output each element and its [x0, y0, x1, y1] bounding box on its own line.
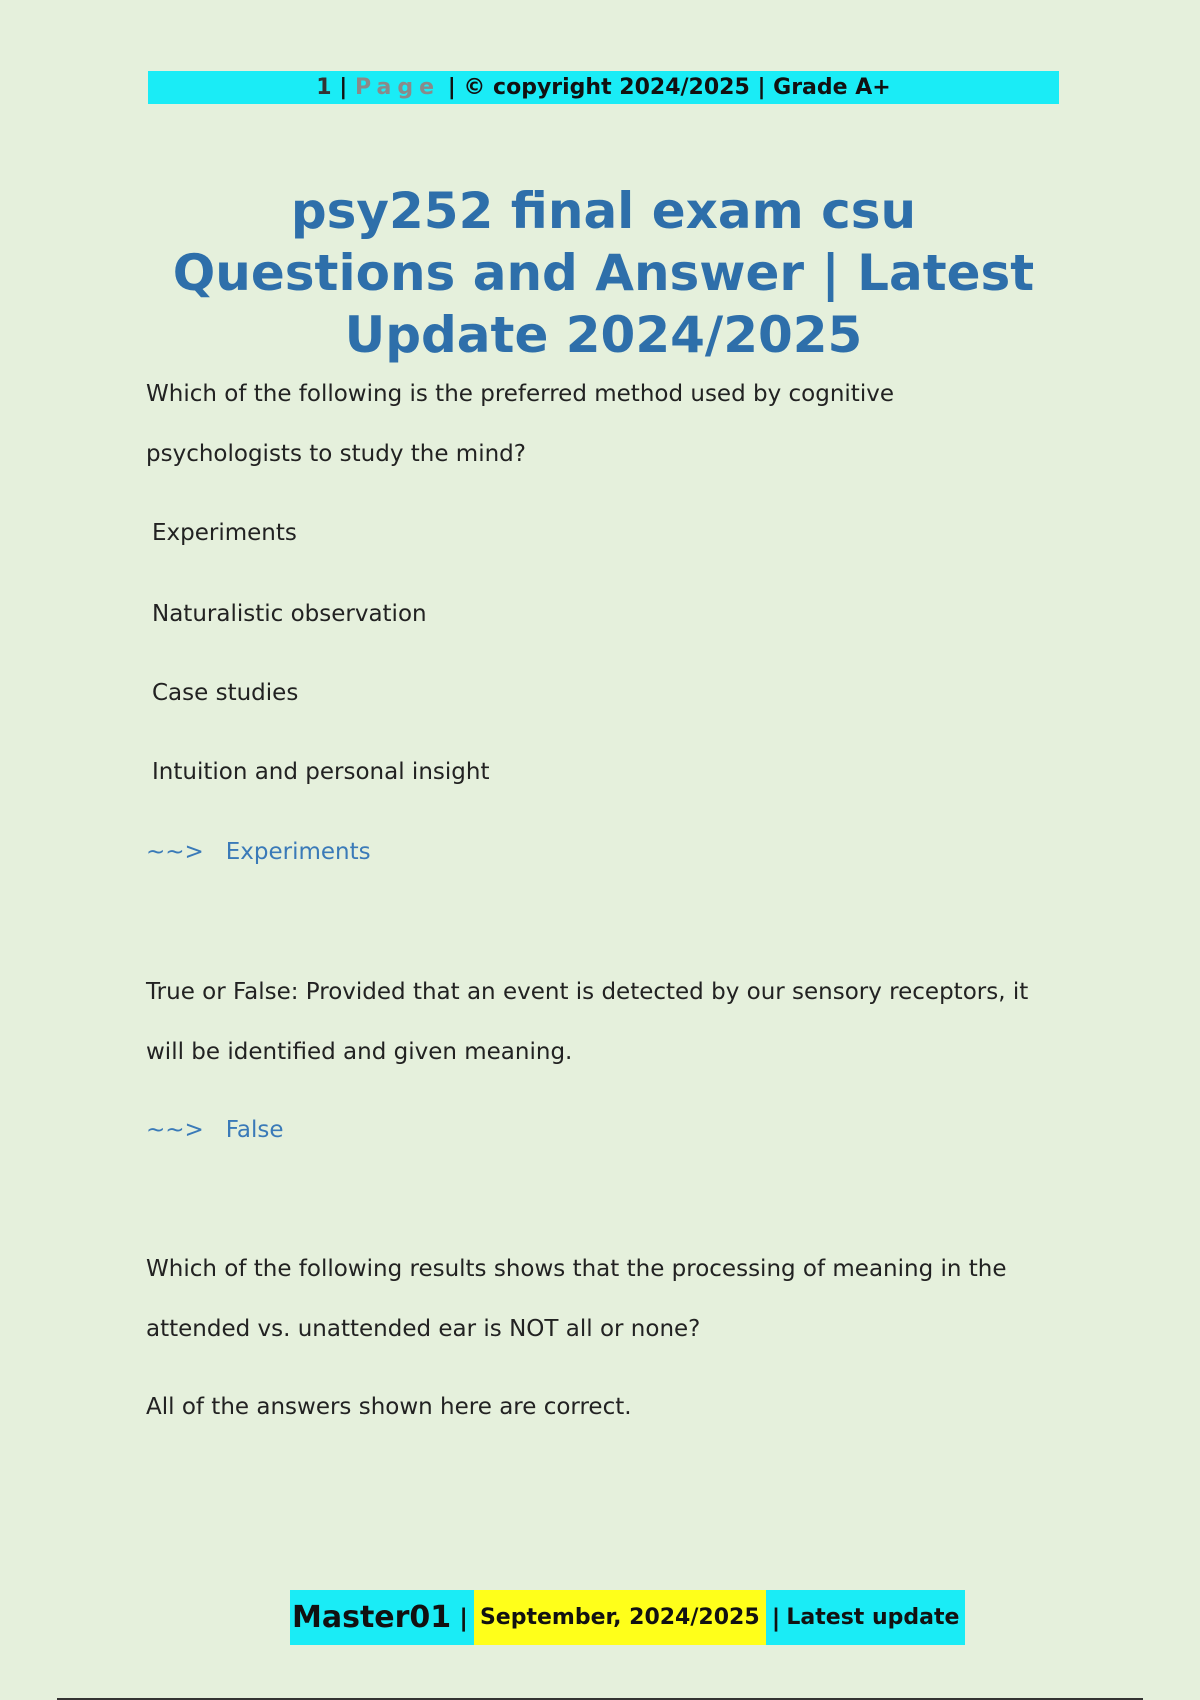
grade-text: Grade A+ — [773, 75, 891, 100]
question-1-option-3: Case studies — [152, 680, 299, 706]
question-1-option-2: Naturalistic observation — [152, 601, 427, 627]
footer-separator: | — [453, 1590, 474, 1645]
footer-separator: | — [766, 1590, 787, 1645]
answer-marker: ~~> — [146, 839, 204, 865]
question-1-text: Which of the following is the preferred method used by cognitive psychologists to study the mind? — [146, 381, 894, 467]
question-2-text: True or False: Provided that an event is detected by our sensory receptors, it will be identified and given meaning. — [146, 979, 1029, 1065]
page-word: Page — [354, 75, 441, 100]
page-footer — [290, 1590, 965, 1645]
question-3-text: Which of the following results shows that the processing of meaning in the attended vs. unattended ear is NOT all or none? — [146, 1256, 1007, 1342]
document-title: psy252 final exam csu Questions and Answer | Latest Update 2024/2025 — [172, 182, 1035, 364]
question-1-option-1: Experiments — [152, 520, 297, 546]
answer-marker: ~~> — [146, 1117, 204, 1143]
copyright-text: © copyright 2024/2025 — [463, 75, 750, 100]
footer-update: Latest update — [786, 1590, 965, 1645]
page-number: 1 — [316, 75, 332, 100]
header-separator: | — [440, 75, 464, 100]
page-header — [148, 71, 1059, 104]
answer-text: False — [225, 1117, 284, 1143]
question-3-answer: All of the answers shown here are correct. — [146, 1394, 632, 1420]
footer-date: September, 2024/2025 — [474, 1590, 766, 1645]
question-2-answer — [146, 1117, 284, 1143]
header-separator: | — [331, 75, 355, 100]
footer-author: Master01 — [290, 1590, 453, 1645]
header-separator: | — [749, 75, 774, 100]
question-1-option-4: Intuition and personal insight — [152, 759, 490, 785]
answer-text: Experiments — [225, 839, 371, 865]
question-1-answer — [146, 839, 371, 865]
